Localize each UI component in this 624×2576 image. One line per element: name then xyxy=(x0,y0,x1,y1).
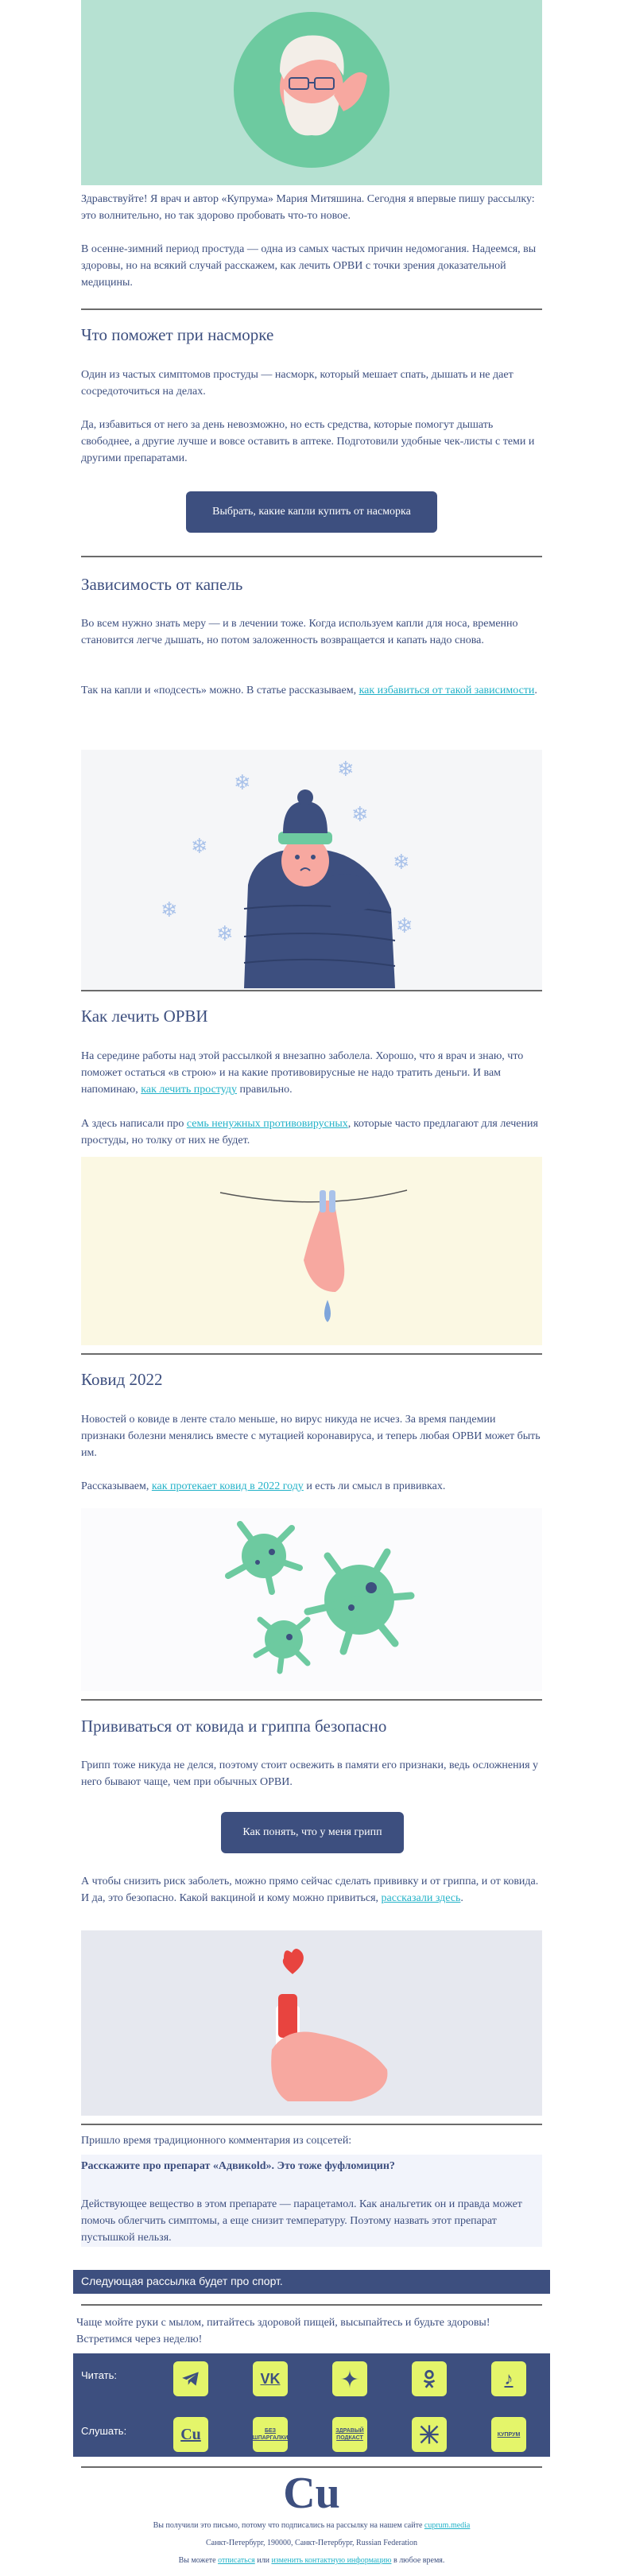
divider xyxy=(81,308,542,310)
footer-line-3 xyxy=(81,2554,542,2568)
footer-logo: Cu xyxy=(283,2469,340,2518)
virus-illustration xyxy=(81,1508,542,1691)
footer-address: Санкт-Петербург, 190000, Санкт-Петербург, Russian Federation xyxy=(205,2539,417,2547)
comment-block xyxy=(81,2155,542,2247)
text: . xyxy=(460,1892,463,1904)
section4-paragraph-1: Новостей о ковиде в ленте стало меньше, но вирус никуда не исчез. За время пандемии признаки болезни менялись вместе с мутацией коронавируса, и теперь любая ОРВИ может быть им. xyxy=(81,1414,541,1459)
section-title-drops-dependency: Зависимость от капель xyxy=(81,575,243,594)
section2-paragraph-1: Во всем нужно знать меру — и в лечении тоже. Когда используем капли для носа, временно становится легче дышать, но потом заложенность возвращается и капать надо снова. xyxy=(81,618,518,646)
vaccination-link[interactable]: рассказали здесь xyxy=(381,1892,461,1904)
section-title-vaccination: Прививаться от ковида и гриппа безопасно xyxy=(81,1717,387,1736)
text: правильно. xyxy=(237,1084,293,1096)
bez-shpargalki-podcast-icon[interactable]: БЕЗ ШПАРГАЛКИ xyxy=(253,2417,288,2452)
section3-paragraph-1 xyxy=(81,1048,542,1098)
text: , которые часто предлагают для лечения простуды, но толку от них не будет. xyxy=(81,1118,538,1146)
site-link[interactable]: cuprum.media xyxy=(424,2521,471,2530)
svg-text:❄: ❄ xyxy=(396,914,413,938)
choose-drops-button[interactable]: Выбрать, какие капли купить от насморка xyxy=(186,491,437,533)
text: Вы получили это письмо, потому что подписались на рассылку на нашем сайте xyxy=(153,2521,424,2530)
svg-text:❄: ❄ xyxy=(351,803,369,827)
divider xyxy=(81,2124,542,2125)
section-title-covid: Ковид 2022 xyxy=(81,1370,163,1389)
cold-person-illustration xyxy=(81,750,542,990)
comment-answer: Действующее вещество в этом препарате — парацетамол. Как анальгетик он и правда может помочь облегчить симптомы, а еще снизит температуру. Поэтому назвать этот препарат пустышкой нельзя. xyxy=(81,2198,522,2244)
zdravy-podcast-icon[interactable]: ЗДРАВЫЙ ПОДКАСТ xyxy=(332,2417,367,2452)
svg-text:❄: ❄ xyxy=(216,922,234,946)
social-block xyxy=(73,2353,550,2457)
text: и есть ли смысл в прививках. xyxy=(303,1480,446,1492)
divider xyxy=(81,990,542,991)
intro-paragraph-1: Здравствуйте! Я врач и автор «Купрума» Мария Митяшина. Сегодня я впервые пишу рассылку: это волнительно, но так здорово пробовать что-то новое. xyxy=(81,193,535,222)
svg-text:❄: ❄ xyxy=(337,758,355,782)
nose-clothesline-illustration xyxy=(81,1157,542,1345)
text: Рассказываем, xyxy=(81,1480,152,1492)
comment-question: Расскажите про препарат «Адвикold». Это тоже фуфломицин? xyxy=(81,2160,395,2172)
vk-icon[interactable]: VK xyxy=(253,2361,288,2396)
text: На середине работы над этой рассылкой я внезапно заболела. Хорошо, что я врач и знаю, что поможет остаться «в строю» и на какие противовирусные не надо тратить деньги. И вам напоминаю, xyxy=(81,1050,524,1096)
vaccine-hand-illustration xyxy=(81,1930,542,2116)
zen-icon[interactable] xyxy=(332,2361,367,2396)
svg-text:❄: ❄ xyxy=(191,835,208,859)
svg-text:❄: ❄ xyxy=(393,851,410,875)
ok-icon[interactable] xyxy=(412,2361,447,2396)
section5-paragraph-1: Грипп тоже никуда не делся, поэтому стоит освежить в памяти его признаки, ведь осложнения у него бывают чаще, чем при обычных ОРВИ. xyxy=(81,1759,539,1788)
intro-paragraph-2: В осенне-зимний период простуда — одна из самых частых причин недомогания. Надеемся, вы здоровы, но на всякий случай расскажем, как лечить ОРВИ с точки зрения доказательной медицины. xyxy=(81,243,537,289)
kuprum-podcast-icon[interactable]: КУПРУМ xyxy=(491,2417,526,2452)
header-illustration xyxy=(81,0,542,185)
text: . xyxy=(534,685,537,696)
svg-text:❄: ❄ xyxy=(161,898,178,922)
covid-2022-link[interactable]: как протекает ковид в 2022 году xyxy=(151,1480,304,1492)
read-label: Читать: xyxy=(81,2369,118,2381)
section1-paragraph-1: Один из частых симптомов простуды — насморк, который мешает спать, дышать и не дает сосредоточиться на делах. xyxy=(81,369,514,398)
section3-paragraph-2 xyxy=(81,1115,542,1149)
footer-line-1 xyxy=(81,2519,542,2533)
treat-cold-link[interactable]: как лечить простуду xyxy=(141,1084,237,1096)
dependency-article-link[interactable]: как избавиться от такой зависимости xyxy=(359,685,535,696)
text: А чтобы снизить риск заболеть, можно прямо сейчас сделать прививку и от гриппа, и от ковида. И да, это безопасно. Какой вакциной и кому можно привиться, xyxy=(81,1876,539,1904)
text: Так на капли и «подсесть» можно. В статье рассказываем, xyxy=(81,685,359,696)
section1-paragraph-2: Да, избавиться от него за день невозможно, но есть средства, которые помогут дышать свободнее, а другие лучше и вовсе оставить в аптеке. Подготовили удобные чек-листы с теми и другими препаратами. xyxy=(81,419,535,464)
divider xyxy=(81,1353,542,1355)
flu-signs-button[interactable]: Как понять, что у меня грипп xyxy=(221,1812,404,1853)
listen-label: Слушать: xyxy=(81,2425,127,2437)
section-title-runny-nose: Что поможет при насморке xyxy=(81,325,274,344)
podcast-grid-icon[interactable] xyxy=(412,2417,447,2452)
next-issue-banner xyxy=(73,2270,550,2294)
unsubscribe-link[interactable]: отписаться xyxy=(218,2556,255,2565)
next-issue-text: Следующая рассылка будет про спорт. xyxy=(81,2275,283,2287)
svg-text:❄: ❄ xyxy=(234,771,251,795)
text: или xyxy=(254,2556,272,2565)
section4-paragraph-2 xyxy=(81,1478,542,1495)
divider xyxy=(81,556,542,557)
telegram-icon[interactable] xyxy=(173,2361,208,2396)
tiktok-icon[interactable]: ♪ xyxy=(491,2361,526,2396)
section-title-treat-cold: Как лечить ОРВИ xyxy=(81,1007,208,1026)
text: в любое время. xyxy=(391,2556,445,2565)
text: Вы можете xyxy=(178,2556,219,2565)
section2-paragraph-2 xyxy=(81,682,542,699)
cuprum-podcast-icon[interactable]: Cu xyxy=(173,2417,208,2452)
edit-contact-link[interactable]: изменить контактную информацию xyxy=(271,2556,392,2565)
divider xyxy=(81,2304,542,2306)
farewell-text: Чаще мойте руки с мылом, питайтесь здоровой пищей, высыпайтесь и будьте здоровы! Встретимся через неделю! xyxy=(76,2317,490,2345)
section5-paragraph-2 xyxy=(81,1873,542,1907)
divider xyxy=(81,1699,542,1701)
text: А здесь написали про xyxy=(81,1118,187,1130)
comment-lead: Пришло время традиционного комментария из соцсетей: xyxy=(81,2135,352,2147)
antivirals-link[interactable]: семь ненужных противовирусных xyxy=(186,1118,348,1130)
